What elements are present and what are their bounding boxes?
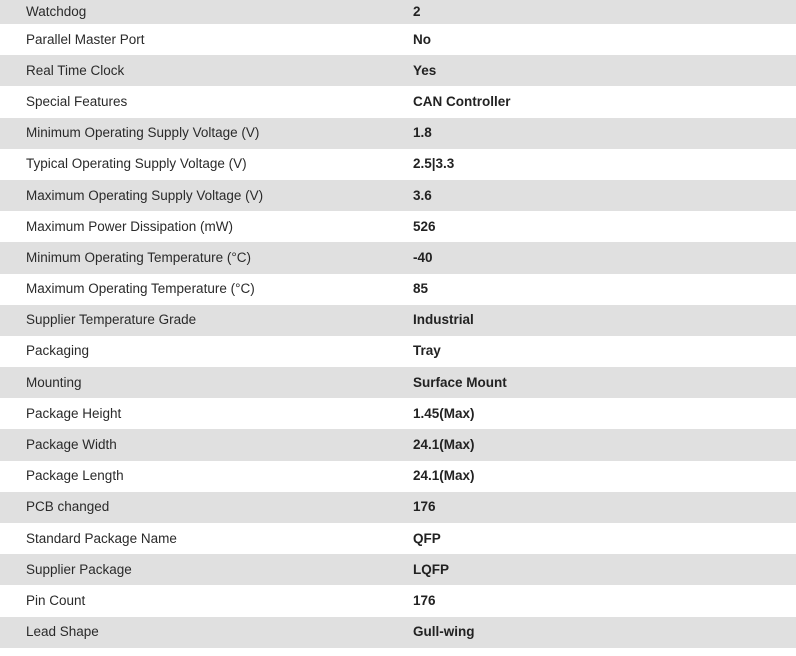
spec-row-packaging [0,336,796,367]
spec-label: Minimum Operating Supply Voltage (V) [0,118,387,149]
spec-row-mounting [0,367,796,398]
spec-label: Supplier Temperature Grade [0,305,387,336]
spec-value: 526 [387,211,796,242]
spec-label: Typical Operating Supply Voltage (V) [0,149,387,180]
spec-label: Packaging [0,336,387,367]
spec-label: Maximum Power Dissipation (mW) [0,211,387,242]
spec-label: Special Features [0,86,387,117]
spec-label: Mounting [0,367,387,398]
spec-label: Real Time Clock [0,55,387,86]
spec-row-typical-supply-voltage [0,149,796,180]
spec-row-package-length [0,461,796,492]
spec-value: 2 [387,0,796,24]
spec-row-watchdog [0,0,796,24]
spec-label: Standard Package Name [0,523,387,554]
spec-label: Minimum Operating Temperature (°C) [0,242,387,273]
spec-value: Surface Mount [387,367,796,398]
spec-label: Parallel Master Port [0,24,387,55]
spec-value: 1.8 [387,118,796,149]
spec-row-max-supply-voltage [0,180,796,211]
spec-value: CAN Controller [387,86,796,117]
spec-value: LQFP [387,554,796,585]
spec-row-package-height [0,398,796,429]
spec-value: Yes [387,55,796,86]
spec-value: No [387,24,796,55]
spec-value: 24.1(Max) [387,461,796,492]
spec-value: Gull-wing [387,617,796,648]
spec-row-min-operating-temperature [0,242,796,273]
spec-label: Watchdog [0,0,387,24]
spec-label: Maximum Operating Temperature (°C) [0,274,387,305]
spec-row-pcb-changed [0,492,796,523]
spec-value: Industrial [387,305,796,336]
spec-value: 176 [387,492,796,523]
spec-row-min-supply-voltage [0,118,796,149]
spec-value: -40 [387,242,796,273]
spec-row-lead-shape [0,617,796,648]
spec-label: Pin Count [0,585,387,616]
spec-value: QFP [387,523,796,554]
spec-row-pin-count [0,585,796,616]
spec-row-temperature-grade [0,305,796,336]
spec-value: 1.45(Max) [387,398,796,429]
spec-value: 85 [387,274,796,305]
spec-row-max-power-dissipation [0,211,796,242]
spec-label: Package Height [0,398,387,429]
spec-value: 176 [387,585,796,616]
spec-label: Supplier Package [0,554,387,585]
spec-value: 2.5|3.3 [387,149,796,180]
spec-row-package-width [0,429,796,460]
spec-label: Package Length [0,461,387,492]
spec-value: Tray [387,336,796,367]
spec-value: 24.1(Max) [387,429,796,460]
spec-label: Package Width [0,429,387,460]
spec-row-real-time-clock [0,55,796,86]
spec-label: Maximum Operating Supply Voltage (V) [0,180,387,211]
spec-label: PCB changed [0,492,387,523]
spec-value: 3.6 [387,180,796,211]
spec-row-special-features [0,86,796,117]
spec-row-parallel-master-port [0,24,796,55]
spec-row-supplier-package [0,554,796,585]
spec-label: Lead Shape [0,617,387,648]
spec-row-max-operating-temperature [0,274,796,305]
spec-row-standard-package-name [0,523,796,554]
